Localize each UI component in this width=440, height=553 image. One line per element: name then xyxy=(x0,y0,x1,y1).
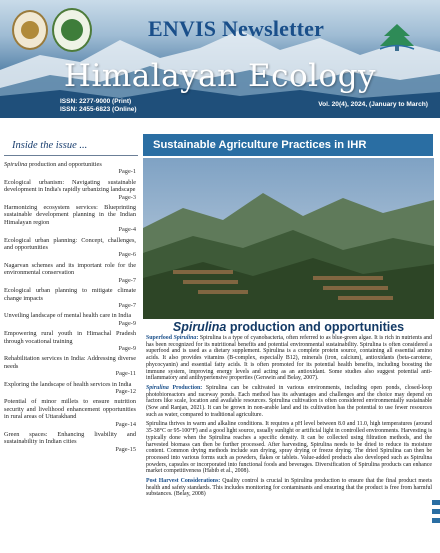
issn-block xyxy=(60,98,137,114)
paragraph-lead-part: Post Harvest Considerations: xyxy=(146,478,223,485)
toc-item-page: Page-1 xyxy=(118,168,136,176)
toc-item-page: Page-6 xyxy=(118,251,136,259)
toc-item-page: Page-7 xyxy=(118,301,136,309)
toc-item-title-italic: Spirulina xyxy=(4,161,28,168)
toc-item-title xyxy=(4,312,136,319)
toc-item[interactable] xyxy=(4,179,136,201)
toc-item-title-text: Rehabilitation services in India: Addressing diverse needs xyxy=(4,355,136,370)
toc-item-page: Page-7 xyxy=(118,276,136,284)
toc-item-title xyxy=(4,161,136,168)
toc-item[interactable] xyxy=(4,355,136,377)
toc-item[interactable] xyxy=(4,431,136,453)
edge-markers xyxy=(432,500,440,527)
publication-title: Himalayan Ecology xyxy=(63,58,377,94)
institute-logo-icon xyxy=(52,8,92,52)
toc-item[interactable] xyxy=(4,161,136,176)
toc-item-title xyxy=(4,287,136,302)
paragraph-lead-part: Production: xyxy=(168,384,206,391)
toc-item-page: Page-3 xyxy=(118,193,136,201)
ministry-emblem-icon xyxy=(12,10,48,50)
article-paragraph xyxy=(146,478,432,498)
toc-item-title-text: Nagarvan schemes and its important role for the environmental conservation xyxy=(4,261,136,277)
paragraph-text: Spirulina thrives in warm and alkaline conditions. It requires a pH level between 8.0 and 11.0, high temperatures (around 35-38°C or 95-100°F) and a good light source, usually sunlight or artificial light in controlled environments. Harvesting is typically done when the Spirulina reaches a specific density. It can be collected using filtration methods, and the harvested biomass can then be further processed. After harvesting, Spirulina needs to be dried to reduce its moisture content. Common drying methods include sun drying, spray drying or freeze drying. The dried Spirulina can then be processed into various forms such as powders, flakes or tablets. Value-added products also developed such as Spirulina powders, capsules or incorporated into functional foods and beverages. Diversification of Spirulina products can enhance market competitiveness (Habib et al., 2008). xyxy=(146,421,432,475)
toc-item-page: Page-12 xyxy=(115,387,136,395)
paragraph-text: Spirulina is a type of cyanobacteria, often referred to as blue-green algae. It is rich in nutrients and has been recognized for its nutritional benefits and potential environmental sustainability. Spirulina is often considered a superfood and is used as a dietary supplement. Spirulina is a complete protein source, containing all essential amino acids. It also provides vitamins (B-complex, especially B12), minerals (iron, calcium), antioxidants (beta-carotene, phycocyanin) and essential fatty acids. It is often promoted for its potential health benefits, including boosting the immune system, improving energy levels and acting as an antioxidant. Some studies also suggest potential anti-inflammatory and antihypertensive properties (Gerswin and Belay, 2007). xyxy=(146,335,432,382)
edge-marker xyxy=(432,500,440,505)
toc-item[interactable] xyxy=(4,204,136,234)
toc-item-title xyxy=(4,237,136,252)
toc-heading: Inside the issue ... xyxy=(12,140,88,151)
toc-item-page: Page-15 xyxy=(115,445,136,453)
toc-item[interactable] xyxy=(4,262,136,284)
section-banner: Sustainable Agriculture Practices in IHR xyxy=(143,134,433,156)
toc-item-title-text: Ecological urban planning to mitigate climate change impacts xyxy=(4,287,136,302)
toc-item-title-text: Harmonizing ecosystem services: Blueprinting sustainable development planning in the Indian Himalayan region xyxy=(4,204,136,226)
toc-item-title xyxy=(4,398,136,420)
article-paragraph xyxy=(146,335,432,382)
toc-item-title-text: Green spaces: Enhancing livability and sustainability in Indian cities xyxy=(4,431,136,446)
toc-item[interactable] xyxy=(4,312,136,327)
edge-marker xyxy=(432,518,440,523)
toc-item-title xyxy=(4,179,136,194)
newsletter-title: ENVIS Newsletter xyxy=(148,16,325,41)
issn-print: ISSN: 2277-9000 (Print) xyxy=(60,98,132,105)
masthead xyxy=(0,0,440,118)
toc-item-title-text: Unveiling landscape of mental health care in India xyxy=(4,312,132,320)
toc-item[interactable] xyxy=(4,398,136,428)
article-paragraph xyxy=(146,421,432,475)
article-paragraph xyxy=(146,385,432,419)
article-title-italic: Spirulina xyxy=(172,320,227,334)
paragraph-lead-part: Spirulina xyxy=(173,335,197,341)
edge-marker xyxy=(432,509,440,514)
toc-item-title xyxy=(4,355,136,370)
toc-item-title xyxy=(4,381,136,388)
envis-tree-icon xyxy=(376,22,418,52)
paragraph-lead xyxy=(146,478,222,484)
toc-item-page: Page-9 xyxy=(118,319,136,327)
paragraph-lead xyxy=(146,385,206,391)
toc-item-title xyxy=(4,204,136,226)
toc-list xyxy=(4,161,136,456)
toc-item[interactable] xyxy=(4,287,136,309)
toc-item-title xyxy=(4,262,136,277)
paragraph-text: Spirulina can be cultivated in various environments, including open ponds, closed-loop photobioreactors and raceway ponds. Each method has its advantages and challenges and the choice may depend on factors like scale, location and available resources. Spirulina cultivation is often considered environmentally sustainable (Sow and Ranjan, 2021). It can be grown in non-arable land and its cultivation has the potential to use fewer resources such as water, compared to traditional agriculture. xyxy=(146,384,432,418)
toc-item-page: Page-14 xyxy=(115,420,136,428)
paragraph-lead-part: : xyxy=(196,335,200,341)
landscape-photo xyxy=(143,158,434,319)
paragraph-lead-part: Superfood xyxy=(146,335,174,341)
toc-item[interactable] xyxy=(4,237,136,259)
toc-item-title-text: production and opportunities xyxy=(27,161,102,168)
issn-online: ISSN: 2455-6823 (Online) xyxy=(60,106,137,113)
volume-info: Vol. 20(4), 2024, (January to March) xyxy=(318,101,428,108)
article-body xyxy=(146,335,432,501)
toc-item-page: Page-9 xyxy=(118,344,136,352)
toc-sidebar xyxy=(0,122,140,553)
toc-item-title-text: Ecological urban planning: Concept, challenges, and opportunities xyxy=(4,236,136,252)
toc-item-title-text: Potential of minor millets to ensure nutrition security and livelihood enhancement opportunities in rural areas of Uttarakhand xyxy=(4,398,136,421)
paragraph-text: Quality control is crucial in Spirulina production to ensure that the final product meets health and safety standards. This includes monitoring for contaminants and ensuring that the product is free from harmful substances. (Belay, 2008) xyxy=(146,478,432,498)
paragraph-lead xyxy=(146,335,200,341)
toc-item-title-text: Ecological urbanism: Navigating sustainable development in India's rapidly urbanizing landscape xyxy=(4,178,136,194)
toc-item[interactable] xyxy=(4,381,136,396)
paragraph-lead-part: Spirulina xyxy=(146,384,169,391)
article-title-rest: production and opportunities xyxy=(226,320,405,334)
toc-item-page: Page-11 xyxy=(115,370,136,378)
toc-item-page: Page-4 xyxy=(118,226,136,234)
toc-item-title xyxy=(4,330,136,345)
toc-item-title-text: Empowering rural youth in Himachal Pradesh through vocational training xyxy=(4,330,136,345)
toc-item-title-text: Exploring the landscape of health services in India xyxy=(4,380,132,388)
toc-divider xyxy=(4,155,138,156)
toc-item[interactable] xyxy=(4,330,136,352)
article-title xyxy=(143,320,434,334)
toc-item-title xyxy=(4,431,136,446)
